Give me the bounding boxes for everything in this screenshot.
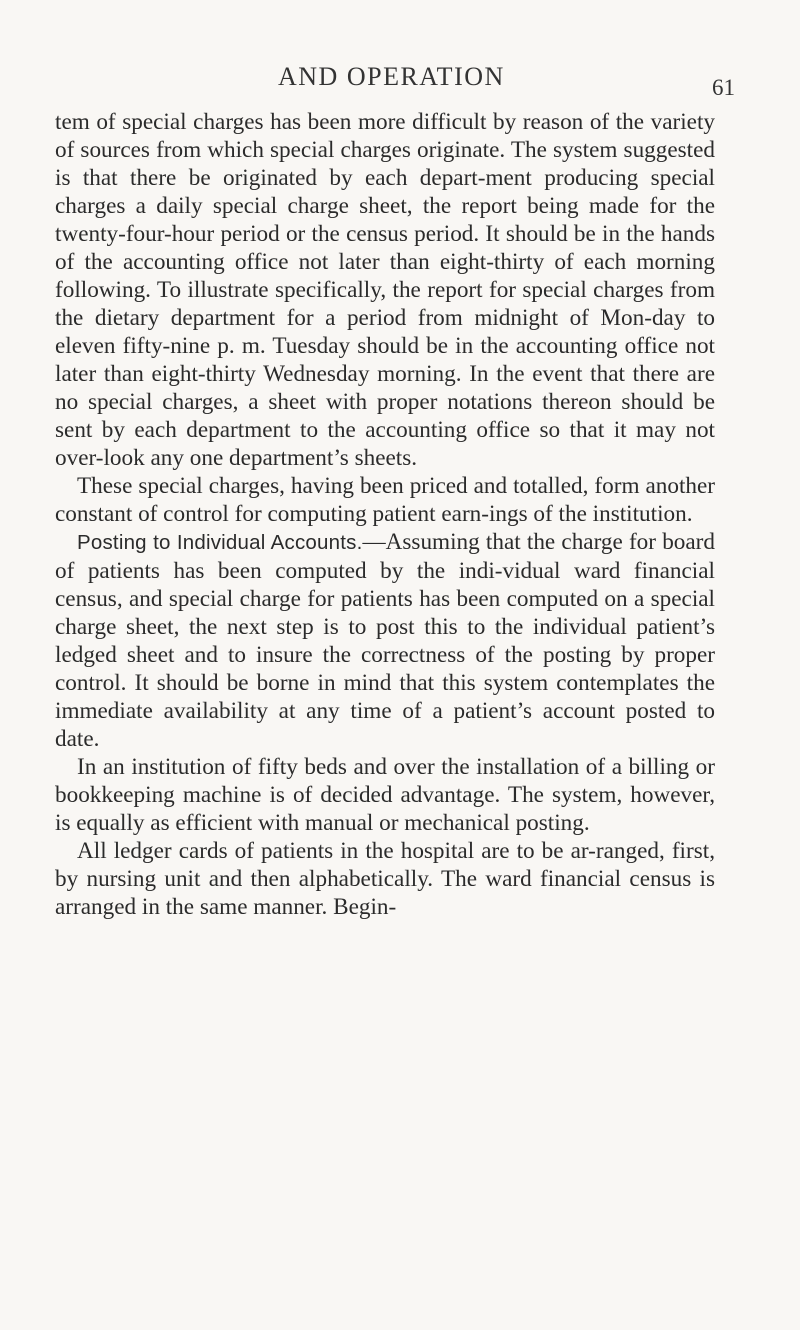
paragraph: In an institution of fifty beds and over the installation of a billing or bookkeeping machine is of decided advantage. The system, however, is equally as efficient with manual or mechanical posting.	[55, 754, 715, 836]
paragraph: These special charges, having been priced and totalled, form another constant of control for computing patient earn-ings of the institution.	[55, 473, 715, 527]
paragraph: All ledger cards of patients in the hospital are to be ar-ranged, first, by nursing unit and then alphabetically. The ward financial census is arranged in the same manner. Begin-	[55, 838, 715, 920]
running-head	[0, 62, 800, 102]
paragraph-continued: tem of special charges has been more difficult by reason of the variety of sources from which special charges originate. The system suggested is that there be originated by each depart-ment producing special charges a daily special charge sheet, the report being made for the twenty-four-hour period or the census period. It should be in the hands of the accounting office not later than eight-thirty of each morning following. To illustrate specifically, the report for special charges from the dietary department for a period from midnight of Mon-day to eleven fifty-nine p. m. Tuesday should be in the accounting office not later than eight-thirty Wednesday morning. In the event that there are no special charges, a sheet with proper notations thereon should be sent by each department to the accounting office so that it may not over-look any one department’s sheets.	[55, 109, 715, 471]
running-title: AND OPERATION	[278, 62, 505, 91]
section-heading: Posting to Individual Accounts.	[77, 531, 363, 554]
paragraph-text: —Assuming that the charge for board of patients has been computed by the indi-vidual ward financial census, and special charge for patients has been computed on a special charge sheet, the next step is to post this to the individual patient’s ledged sheet and to insure the correctness of the posting by proper control. It should be borne in mind that this system contemplates the immediate availability at any time of a patient’s account posted to date.	[55, 529, 715, 752]
page-number: 61	[712, 75, 735, 100]
body-text	[55, 108, 715, 921]
paragraph-section-posting	[55, 528, 715, 753]
